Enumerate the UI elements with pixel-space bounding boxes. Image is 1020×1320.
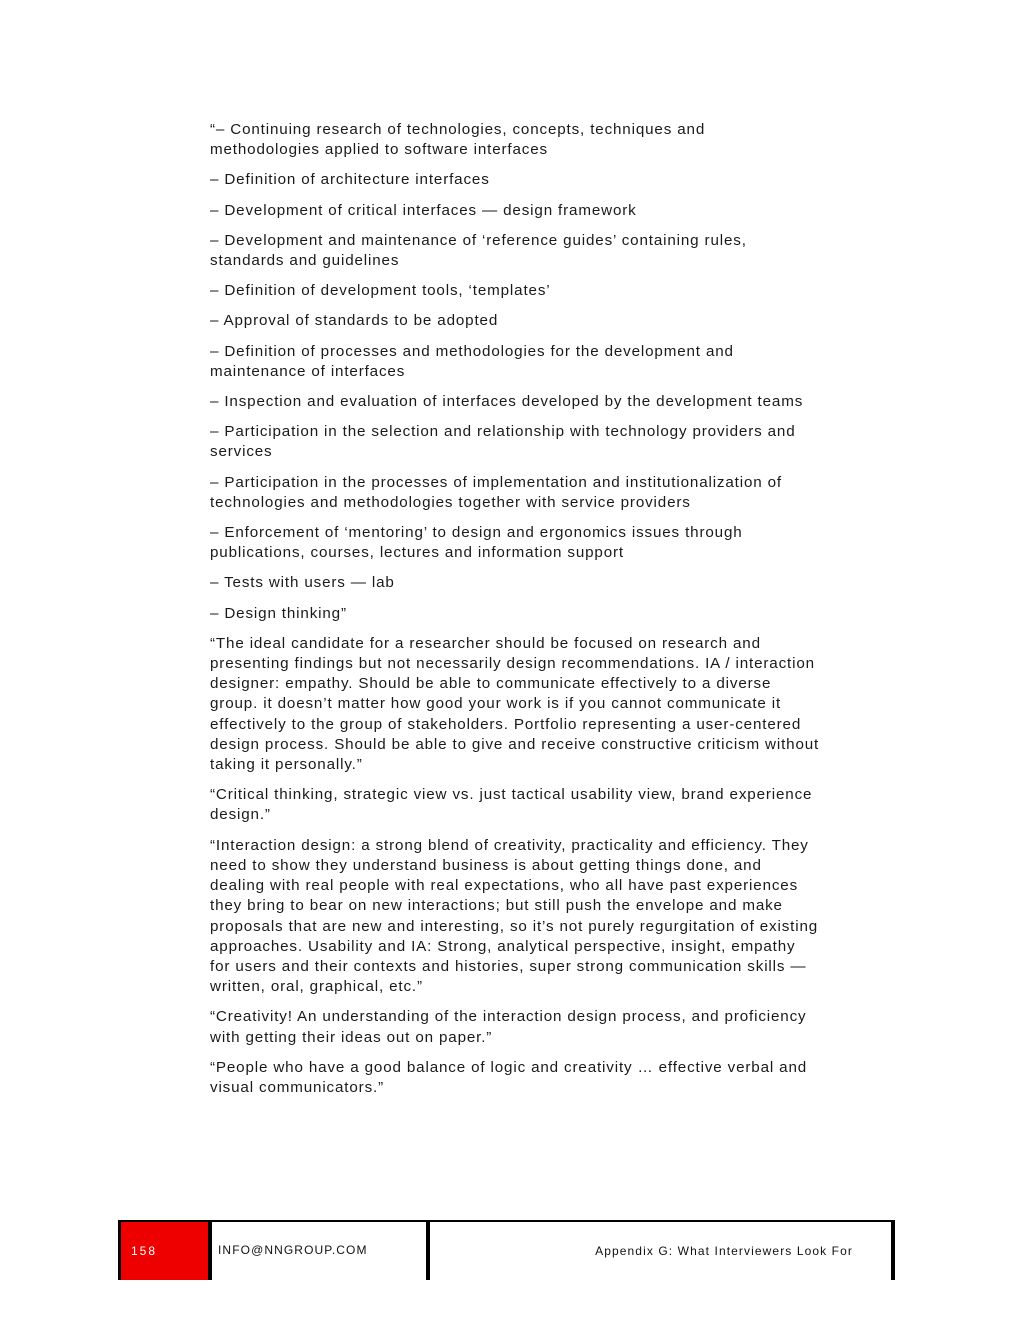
- bullet-approval-standards: – Approval of standards to be adopted: [210, 312, 499, 330]
- quote-creativity: “Creativity! An understanding of the interaction design process, and proficiency with getting their ideas out on paper.”: [210, 1008, 807, 1046]
- footer-email: INFO@NNGROUP.COM: [218, 1243, 368, 1257]
- bullet-inspection: – Inspection and evaluation of interfaces developed by the development teams: [210, 393, 804, 411]
- bullet-implementation: – Participation in the processes of implementation and institutionalization of technologies and methodologies together with service providers: [210, 473, 782, 511]
- bullet-development-tools: – Definition of development tools, ‘templates’: [210, 282, 551, 300]
- footer-divider: [426, 1222, 430, 1280]
- page-number-box: [118, 1222, 211, 1280]
- bullet-architecture: – Definition of architecture interfaces: [210, 171, 490, 189]
- document-body: [210, 120, 820, 1108]
- bullet-critical-interfaces: – Development of critical interfaces — design framework: [210, 201, 637, 219]
- bullet-design-thinking: – Design thinking”: [210, 604, 347, 622]
- quote-ideal-candidate: “The ideal candidate for a researcher should be focused on research and presenting findings but not necessarily design recommendations. IA / interaction designer: empathy. Should be able to communicate effectively to a diverse group. it doesn’t matter how good your work is if you cannot communicate it effectively to the group of stakeholders. Portfolio representing a user-centered design process. Should be able to give and receive constructive criticism without taking it personally.”: [210, 634, 820, 774]
- quote-logic-creativity: “People who have a good balance of logic and creativity … effective verbal and visual communicators.”: [210, 1058, 808, 1096]
- bullet-reference-guides: – Development and maintenance of ‘reference guides’ containing rules, standards and guidelines: [210, 231, 747, 270]
- quote-interaction-design: “Interaction design: a strong blend of creativity, practicality and efficiency. They need to show they understand business is about getting things done, and dealing with real people with real expectations, who all have past experiences they bring to bear on new interactions; but still push the envelope and make proposals that are new and interesting, so it’s not purely regurgitation of existing approaches. Usability and IA: Strong, analytical perspective, insight, empathy for users and their contexts and histories, super strong communication skills — written, oral, graphical, etc.”: [210, 836, 819, 996]
- page-footer: [118, 1220, 895, 1282]
- bullet-tests-users: – Tests with users — lab: [210, 574, 395, 592]
- footer-divider: [208, 1222, 212, 1280]
- page-number: 158: [131, 1244, 158, 1258]
- quote-critical-thinking: “Critical thinking, strategic view vs. just tactical usability view, brand experience design.”: [210, 786, 813, 824]
- bullet-selection-providers: – Participation in the selection and relationship with technology providers and services: [210, 423, 796, 461]
- bullet-mentoring: – Enforcement of ‘mentoring’ to design and ergonomics issues through publications, courses, lectures and information support: [210, 524, 743, 562]
- footer-divider: [891, 1222, 895, 1280]
- bullet-research: “– Continuing research of technologies, concepts, techniques and methodologies applied to software interfaces: [210, 121, 706, 159]
- footer-section-title: Appendix G: What Interviewers Look For: [595, 1244, 853, 1258]
- bullet-processes: – Definition of processes and methodologies for the development and maintenance of interfaces: [210, 342, 734, 380]
